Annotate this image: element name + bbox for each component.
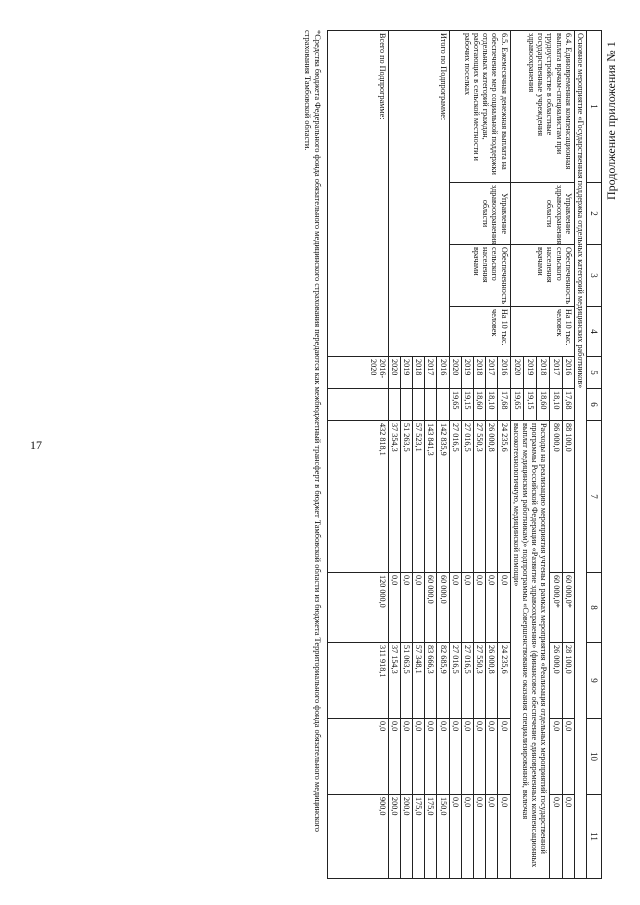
col-num: 11 xyxy=(586,795,601,879)
col9-cell: 27 016,5 xyxy=(461,643,473,719)
col9-cell: 24 235,6 xyxy=(498,643,510,719)
col11-cell: 0,0 xyxy=(461,795,473,879)
col8-cell: 0,0 xyxy=(388,573,400,643)
row-6-5-indicator: Обеспеченность сельского населения врачами xyxy=(449,245,510,307)
value-cell: 18,10 xyxy=(550,389,562,421)
col10-cell: 0,0 xyxy=(474,719,486,795)
row-6-5-executor: Управление здравоохранения области xyxy=(449,183,510,245)
col11-cell: 900,0 xyxy=(327,795,388,879)
year-cell: 2016 xyxy=(498,357,510,389)
col7-cell: 37 354,3 xyxy=(388,421,400,573)
col9-cell: 37 154,3 xyxy=(388,643,400,719)
col-num: 10 xyxy=(586,719,601,795)
col7-cell: 27 016,5 xyxy=(461,421,473,573)
row-6-5-name: 6.5. Ежемесячная денежная выплата на обеспечение мер социальной поддержки отдельных категорий граждан, работающих в сельской местности и рабочих поселках xyxy=(449,31,510,183)
col11-cell: 200,0 xyxy=(400,795,412,879)
col10-cell: 0,0 xyxy=(550,719,562,795)
year-cell: 2018 xyxy=(474,357,486,389)
year-cell: 2020 xyxy=(449,357,461,389)
col9-cell: 83 666,3 xyxy=(425,643,437,719)
col8-cell: 60 000,0* xyxy=(562,573,574,643)
col7-cell: 143 841,3 xyxy=(425,421,437,573)
column-number-row xyxy=(586,31,601,879)
year-cell: 2019 xyxy=(523,357,536,389)
row-6-4-executor: Управление здравоохранения области xyxy=(510,183,574,245)
col11-cell: 0,0 xyxy=(550,795,562,879)
col-num: 1 xyxy=(586,31,601,183)
col8-cell: 0,0 xyxy=(498,573,510,643)
value-cell: 19,15 xyxy=(523,389,536,421)
year-cell: 2020 xyxy=(388,357,400,389)
col7-cell: 51 263,5 xyxy=(400,421,412,573)
col-num: 3 xyxy=(586,245,601,307)
table-row xyxy=(327,31,388,879)
year-cell: 2017 xyxy=(425,357,437,389)
col10-cell: 0,0 xyxy=(562,719,574,795)
col10-cell: 0,0 xyxy=(486,719,498,795)
year-cell: 2019 xyxy=(400,357,412,389)
col-num: 4 xyxy=(586,307,601,357)
col8-cell: 0,0 xyxy=(400,573,412,643)
col10-cell: 0,0 xyxy=(400,719,412,795)
year-cell: 2017 xyxy=(550,357,562,389)
footnote: *Средства бюджета Федерального фонда обязательного медицинского страхования передаются как межбюджетный трансферт в бюджет Тамбовской области из бюджета Территориального фонда обязательного медицинского страхования Тамбовской области. xyxy=(302,30,322,832)
page-number: 17 xyxy=(30,438,42,452)
year-cell: 2018 xyxy=(537,357,550,389)
section-header: Основное мероприятие «Государственная поддержка отдельных категорий медицинских работников» xyxy=(574,31,586,879)
table-row xyxy=(437,31,449,879)
col-num: 7 xyxy=(586,421,601,573)
col8-cell: 60 000,0 xyxy=(437,573,449,643)
col9-cell: 311 918,1 xyxy=(327,643,388,719)
col7-cell: 27 550,3 xyxy=(474,421,486,573)
col-num: 8 xyxy=(586,573,601,643)
col7-cell: 24 235,6 xyxy=(498,421,510,573)
subtotal-label: Итого по Подпрограмме: xyxy=(388,31,449,357)
value-cell: 17,68 xyxy=(562,389,574,421)
col8-cell: 60 000,0 xyxy=(425,573,437,643)
col7-cell: 88 100,0 xyxy=(562,421,574,573)
col9-cell: 51 063,5 xyxy=(400,643,412,719)
col7-cell: 26 000,8 xyxy=(486,421,498,573)
col-num: 9 xyxy=(586,643,601,719)
col11-cell: 0,0 xyxy=(562,795,574,879)
col7-cell: 142 835,9 xyxy=(437,421,449,573)
col10-cell: 0,0 xyxy=(413,719,425,795)
col9-cell: 82 685,9 xyxy=(437,643,449,719)
col9-cell: 57 348,1 xyxy=(413,643,425,719)
empty-cell xyxy=(400,389,412,421)
year-cell: 2020 xyxy=(510,357,523,389)
col11-cell: 0,0 xyxy=(486,795,498,879)
col7-cell: 86 000,0 xyxy=(550,421,562,573)
col11-cell: 0,0 xyxy=(449,795,461,879)
col9-cell: 26 000,8 xyxy=(486,643,498,719)
total-label: Всего по Подпрограмме: xyxy=(327,31,388,357)
year-cell: 2016-2020 xyxy=(327,357,388,389)
col-num: 6 xyxy=(586,389,601,421)
empty-cell xyxy=(437,389,449,421)
col8-cell: 0,0 xyxy=(461,573,473,643)
col8-cell: 0,0 xyxy=(486,573,498,643)
col9-cell: 27 016,5 xyxy=(449,643,461,719)
col11-cell: 200,0 xyxy=(388,795,400,879)
col10-cell: 0,0 xyxy=(498,719,510,795)
value-cell: 18,10 xyxy=(486,389,498,421)
col7-cell: 57 523,1 xyxy=(413,421,425,573)
col7-cell: 432 818,1 xyxy=(327,421,388,573)
row-6-4-note: Расходы на реализацию мероприятия учтены в рамках мероприятия «Реализация отдельных мероприятий государственной программы Российской Федерации «Развитие здравоохранения» (финансовое обеспечение единовременных компенсационных выплат медицинским работникам)» подпрограммы «Совершенствование оказания специализированной, включая высокотехнологичную, медицинской помощи» xyxy=(510,421,550,879)
col9-cell: 27 550,3 xyxy=(474,643,486,719)
col8-cell: 0,0 xyxy=(474,573,486,643)
value-cell: 17,68 xyxy=(498,389,510,421)
value-cell: 19,65 xyxy=(449,389,461,421)
year-cell: 2016 xyxy=(437,357,449,389)
col11-cell: 175,0 xyxy=(425,795,437,879)
section-header-row xyxy=(574,31,586,879)
row-6-4-name: 6.4. Единовременная компенсационная выплата врачам-специалистам при трудоустройстве в областные государственные учреждения здравоохранения xyxy=(510,31,574,183)
empty-cell xyxy=(327,389,388,421)
table-row xyxy=(498,31,510,879)
value-cell: 19,15 xyxy=(461,389,473,421)
value-cell: 18,60 xyxy=(537,389,550,421)
col8-cell: 0,0 xyxy=(449,573,461,643)
col11-cell: 0,0 xyxy=(474,795,486,879)
col-num: 5 xyxy=(586,357,601,389)
row-6-4-indicator: Обеспеченность сельского населения врачами xyxy=(510,245,574,307)
value-cell: 18,60 xyxy=(474,389,486,421)
program-table xyxy=(327,30,602,879)
col8-cell: 0,0 xyxy=(413,573,425,643)
col10-cell: 0,0 xyxy=(437,719,449,795)
col7-cell: 27 016,5 xyxy=(449,421,461,573)
col9-cell: 28 100,0 xyxy=(562,643,574,719)
row-6-5-unit: На 10 тыс. человек xyxy=(449,307,510,357)
col10-cell: 0,0 xyxy=(388,719,400,795)
year-cell: 2017 xyxy=(486,357,498,389)
continuation-label: Продолжение приложения № 1 xyxy=(604,41,618,200)
year-cell: 2018 xyxy=(413,357,425,389)
col11-cell: 175,0 xyxy=(413,795,425,879)
col8-cell: 60 000,0* xyxy=(550,573,562,643)
col-num: 2 xyxy=(586,183,601,245)
table-row xyxy=(562,31,574,879)
year-cell: 2019 xyxy=(461,357,473,389)
empty-cell xyxy=(388,389,400,421)
col10-cell: 0,0 xyxy=(461,719,473,795)
year-cell: 2016 xyxy=(562,357,574,389)
col10-cell: 0,0 xyxy=(327,719,388,795)
col10-cell: 0,0 xyxy=(425,719,437,795)
col8-cell: 120 000,0 xyxy=(327,573,388,643)
col9-cell: 26 000,0 xyxy=(550,643,562,719)
value-cell: 19,65 xyxy=(510,389,523,421)
rotated-document xyxy=(52,30,602,878)
col11-cell: 0,0 xyxy=(498,795,510,879)
row-6-4-unit: На 10 тыс. человек xyxy=(510,307,574,357)
col10-cell: 0,0 xyxy=(449,719,461,795)
empty-cell xyxy=(413,389,425,421)
empty-cell xyxy=(425,389,437,421)
col11-cell: 150,0 xyxy=(437,795,449,879)
